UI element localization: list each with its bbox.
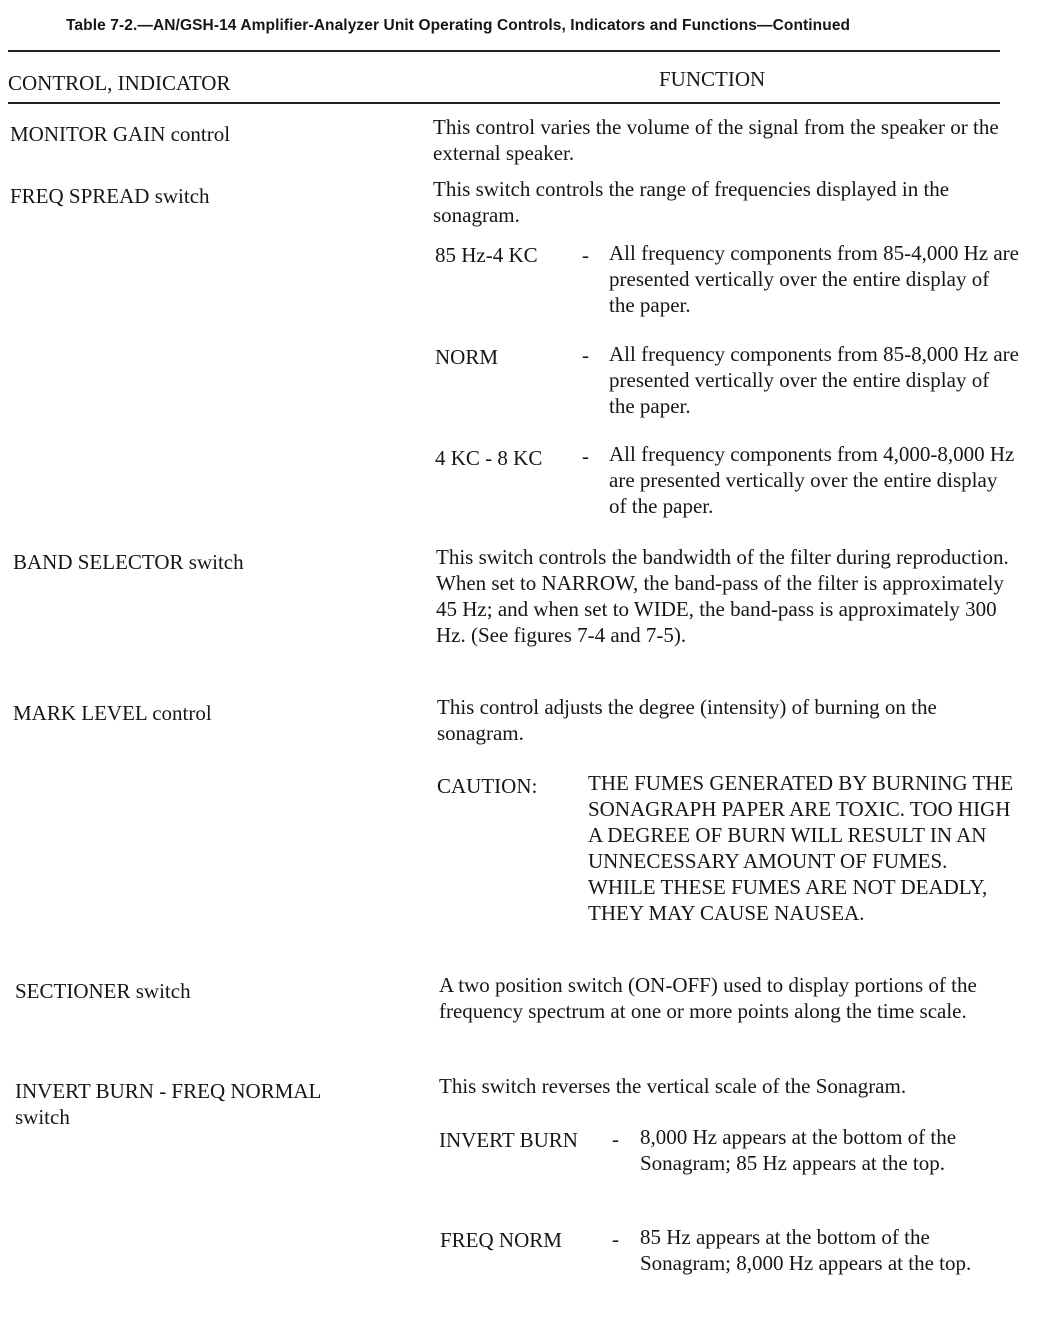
control-label: MARK LEVEL control: [13, 701, 212, 725]
caution-label: CAUTION:: [437, 774, 538, 798]
control-label: SECTIONER switch: [15, 979, 191, 1003]
function-text: This control adjusts the degree (intensity) of burning on the sonagram.: [437, 695, 937, 745]
option-dash: -: [582, 243, 589, 267]
caption-rule: [8, 50, 1000, 52]
option-dash: -: [612, 1127, 619, 1151]
option-text: All frequency components from 85-4,000 Hz are presented vertically over the entire display of the paper.: [609, 241, 1019, 317]
control-label: BAND SELECTOR switch: [13, 550, 244, 574]
function-text: A two position switch (ON-OFF) used to display portions of the frequency spectrum at one or more points along the time scale.: [439, 973, 977, 1023]
function-text: This switch controls the bandwidth of the filter during reproduction. When set to NARROW, the band-pass of the filter is approximately 45 Hz; and when set to WIDE, the band-pass is approximately 300 Hz. (See figures 7-4 and 7-5).: [436, 545, 1009, 647]
header-control: CONTROL, INDICATOR: [8, 71, 231, 95]
header-rule: [8, 102, 1000, 104]
table-caption: Table 7-2.—AN/GSH-14 Amplifier-Analyzer Unit Operating Controls, Indicators and Functions—Continued: [66, 17, 851, 34]
option-text: All frequency components from 85-8,000 Hz are presented vertically over the entire display of the paper.: [609, 342, 1019, 418]
option-text: 8,000 Hz appears at the bottom of the Sonagram; 85 Hz appears at the top.: [640, 1125, 957, 1175]
function-text: This control varies the volume of the signal from the speaker or the external speaker.: [433, 115, 999, 165]
option-dash: -: [582, 444, 589, 468]
function-text: This switch reverses the vertical scale of the Sonagram.: [439, 1074, 907, 1098]
option-name: 4 KC - 8 KC: [435, 446, 543, 470]
header-function: FUNCTION: [659, 67, 766, 91]
option-dash: -: [612, 1227, 619, 1251]
caution-text: THE FUMES GENERATED BY BURNING THE SONAGRAPH PAPER ARE TOXIC. TOO HIGH A DEGREE OF BURN WILL RESULT IN AN UNNECESSARY AMOUNT OF FUMES. WHILE THESE FUMES ARE NOT DEADLY, THEY MAY CAUSE NAUSEA.: [588, 771, 1014, 925]
option-name: 85 Hz-4 KC: [435, 243, 538, 267]
control-label: FREQ SPREAD switch: [10, 184, 210, 208]
function-text: This switch controls the range of frequencies displayed in the sonagram.: [433, 177, 950, 227]
option-name: FREQ NORM: [440, 1228, 562, 1252]
option-name: NORM: [435, 345, 499, 369]
option-dash: -: [582, 343, 589, 367]
option-name: INVERT BURN: [439, 1128, 578, 1152]
control-label: MONITOR GAIN control: [10, 122, 231, 146]
option-text: 85 Hz appears at the bottom of the Sonagram; 8,000 Hz appears at the top.: [640, 1225, 972, 1275]
control-label: INVERT BURN - FREQ NORMAL switch: [15, 1079, 321, 1129]
option-text: All frequency components from 4,000-8,000 Hz are presented vertically over the entire display of the paper.: [609, 442, 1015, 518]
